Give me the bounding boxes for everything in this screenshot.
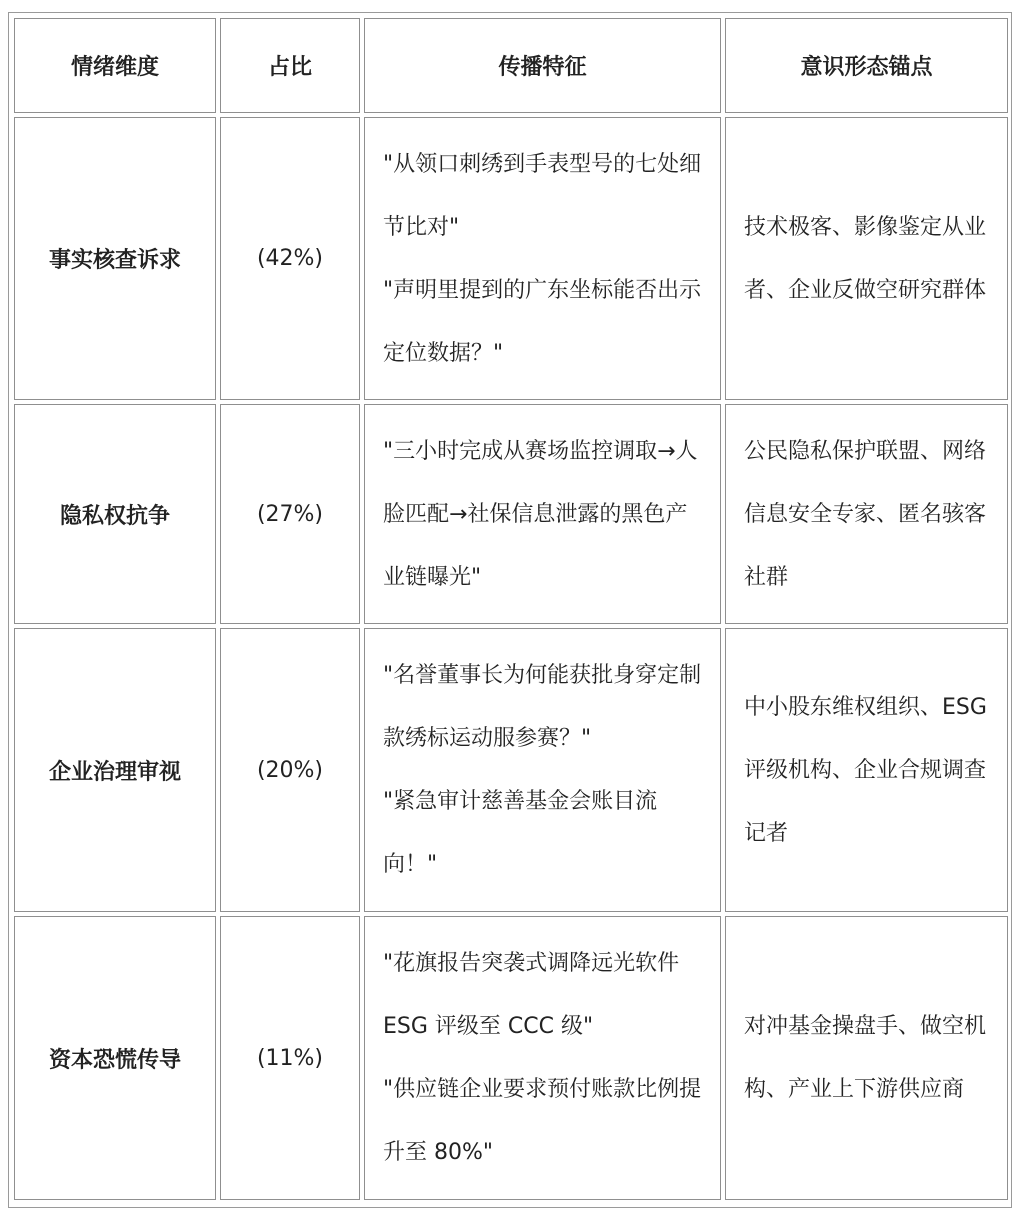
feature-quote: "从领口刺绣到手表型号的七处细节比对" xyxy=(383,151,702,240)
table-row xyxy=(14,916,1008,1200)
feature-quote: "供应链企业要求预付账款比例提升至 80%" xyxy=(383,1077,702,1165)
feature-quote: "紧急审计慈善基金会账目流向！" xyxy=(383,789,658,877)
feature-quote: "三小时完成从赛场监控调取→人脸匹配→社保信息泄露的黑色产业链曝光" xyxy=(383,438,698,590)
row-features xyxy=(364,117,721,400)
table-row xyxy=(14,117,1008,400)
header-features: 传播特征 xyxy=(364,18,721,113)
row-anchor: 技术极客、影像鉴定从业者、企业反做空研究群体 xyxy=(725,117,1008,400)
table-row xyxy=(14,628,1008,912)
table-row xyxy=(14,404,1008,624)
row-features xyxy=(364,404,721,624)
feature-quote: "名誉董事长为何能获批身穿定制款绣标运动服参赛？" xyxy=(383,663,702,751)
row-ratio: (11%) xyxy=(220,916,360,1200)
row-dimension: 资本恐慌传导 xyxy=(14,916,216,1200)
row-ratio: (20%) xyxy=(220,628,360,912)
header-ratio: 占比 xyxy=(220,18,360,113)
row-anchor: 公民隐私保护联盟、网络信息安全专家、匿名骇客社群 xyxy=(725,404,1008,624)
row-features xyxy=(364,628,721,912)
row-features xyxy=(364,916,721,1200)
header-anchor: 意识形态锚点 xyxy=(725,18,1008,113)
header-dimension: 情绪维度 xyxy=(14,18,216,113)
feature-quote: "花旗报告突袭式调降远光软件 ESG 评级至 CCC 级" xyxy=(383,951,680,1039)
row-ratio: (27%) xyxy=(220,404,360,624)
row-anchor: 中小股东维权组织、ESG 评级机构、企业合规调查记者 xyxy=(725,628,1008,912)
emotion-dimension-table xyxy=(10,14,1012,1204)
row-dimension: 事实核查诉求 xyxy=(14,117,216,400)
row-ratio: (42%) xyxy=(220,117,360,400)
row-dimension: 隐私权抗争 xyxy=(14,404,216,624)
table-header-row xyxy=(14,18,1008,113)
feature-quote: "声明里提到的广东坐标能否出示定位数据？" xyxy=(383,277,702,366)
row-dimension: 企业治理审视 xyxy=(14,628,216,912)
row-anchor: 对冲基金操盘手、做空机构、产业上下游供应商 xyxy=(725,916,1008,1200)
